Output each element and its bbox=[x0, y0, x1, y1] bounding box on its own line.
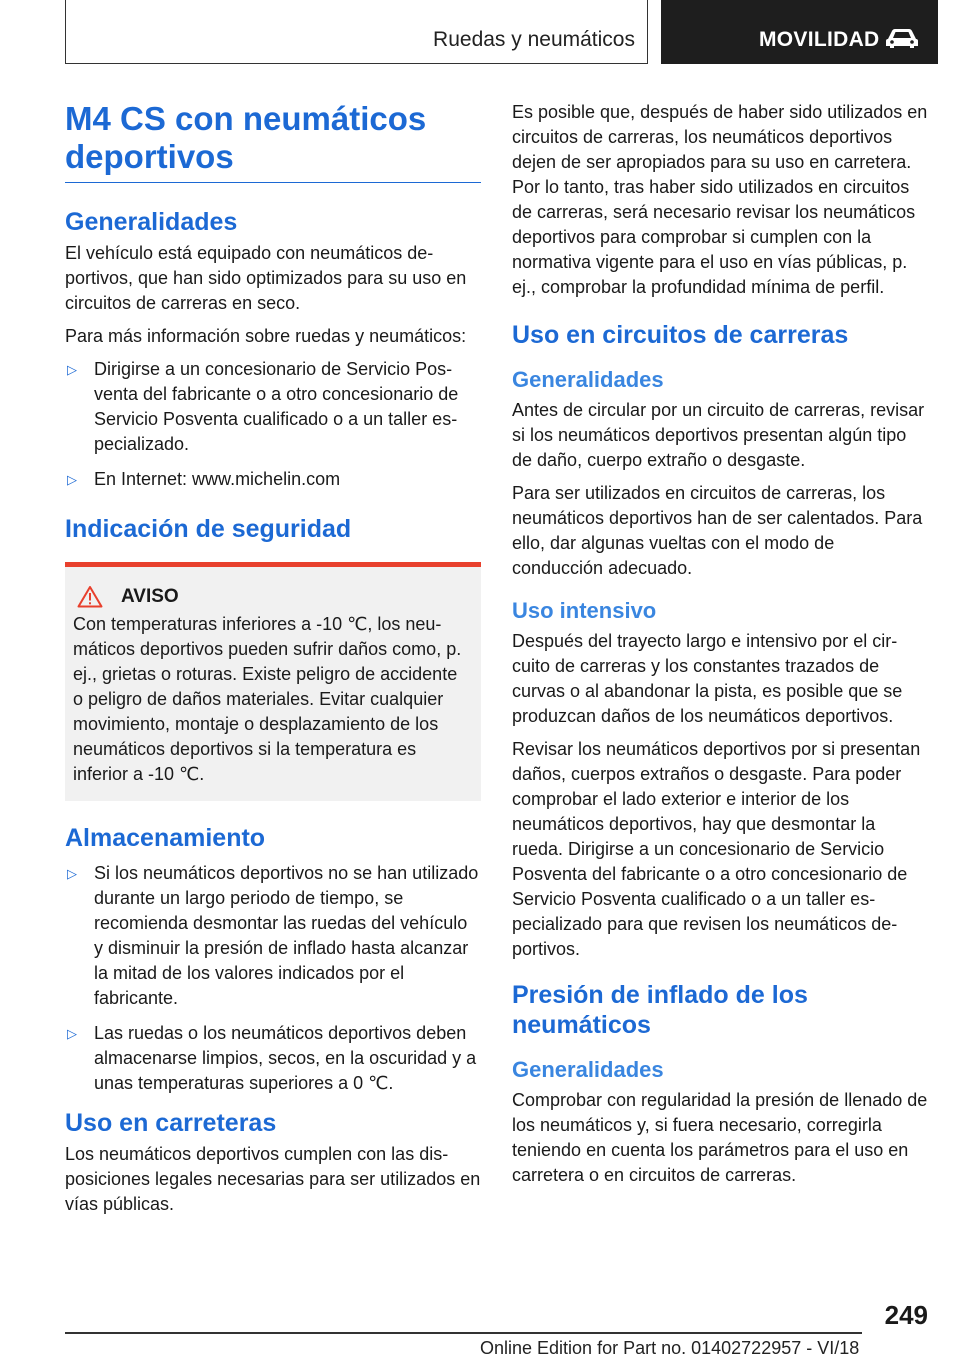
page-title: M4 CS con neumáticos deportivos bbox=[65, 100, 481, 183]
list-item: ▷ Dirigirse a un concesionario de Servicio Posventa del fabricante o a otro concesionario de Servicio Posventa cualificado o a un taller especializado. bbox=[67, 359, 459, 454]
warning-box bbox=[65, 562, 481, 801]
general-list bbox=[65, 357, 481, 492]
warning-label: AVISO bbox=[121, 585, 179, 607]
intensive-paragraph-2: Revisar los neumáticos deportivos por si presentan daños, cuerpos extraños o desgaste. Para poder comprobar el lado exterior e interior de los neumáticos deportivos, hay que desmontar la rueda. Dirigirse a un concesionario de Servicio Posventa del fabricante o a otro concesionario de Servicio Posventa cualificado o a un taller especializado para que revisen los neumáticos deportivos. bbox=[512, 739, 921, 959]
warning-triangle-icon bbox=[77, 585, 103, 608]
safety-heading: Indicación de seguridad bbox=[65, 515, 352, 543]
warning-text: Con temperaturas inferiores a ‑10 ℃, los neumáticos deportivos pueden sufrir daños como, p. ej., grietas o roturas. Existe peligro de accidente o peligro de daños materiales. Evitar cualquier movimiento, montaje o desplazamiento de los neumáticos deportivos si la temperatura es inferior a ‑10 ℃. bbox=[73, 614, 462, 784]
left-column bbox=[65, 100, 481, 1225]
storage-list bbox=[65, 861, 481, 1096]
list-item: ▷ Las ruedas o los neumáticos deportivos deben almacenarse limpios, secos, en la oscuridad y a unas temperaturas superiores a 0 ℃. bbox=[67, 1023, 477, 1093]
footer-divider bbox=[65, 1332, 862, 1334]
header-category-tab bbox=[661, 0, 938, 64]
pressure-paragraph-1: Comprobar con regularidad la presión de llenado de los neumáticos y, si fuera necesario, corregirla teniendo en cuenta los parámetros para el uso en carretera o en circuitos de carreras. bbox=[512, 1090, 928, 1185]
car-icon bbox=[885, 27, 919, 49]
general-paragraph-2: Para más información sobre ruedas y neumáticos: bbox=[65, 326, 467, 346]
triangle-right-icon: ▷ bbox=[67, 1026, 77, 1041]
header-section-tab bbox=[65, 0, 648, 64]
circuit-paragraph-1: Antes de circular por un circuito de carreras, revisar si los neumáticos deportivos presentan algún tipo de daño, cuerpo extraño o desgaste. bbox=[512, 400, 925, 470]
intensive-heading: Uso intensivo bbox=[512, 598, 657, 623]
circuit-general-heading: Generalidades bbox=[512, 367, 664, 392]
list-item: ▷ En Internet: www.michelin.com bbox=[65, 467, 481, 492]
road-paragraph-1: Los neumáticos deportivos cumplen con las disposiciones legales necesarias para ser utilizados en vías públicas. bbox=[65, 1144, 481, 1214]
right-column bbox=[512, 100, 928, 1196]
road-paragraph-2: Es posible que, después de haber sido utilizados en circuitos de carreras, los neumáticos deportivos dejen de ser apropiados para su uso en carretera. Por lo tanto, tras haber sido utilizados en circuitos de carreras, será necesario revisar los neumáticos deportivos para comprobar si cumplen con la normativa vigente para el uso en vías públicas, p. ej., comprobar la profundidad mínima de perfil. bbox=[512, 102, 928, 297]
pressure-general-heading: Generalidades bbox=[512, 1057, 664, 1082]
header-category-label: MOVILIDAD bbox=[759, 28, 880, 51]
pressure-heading: Presión de inflado de los neumáticos bbox=[512, 981, 808, 1039]
triangle-right-icon: ▷ bbox=[67, 866, 77, 881]
circuit-heading: Uso en circuitos de carreras bbox=[512, 321, 849, 349]
list-item: ▷ Si los neumáticos deportivos no se han utilizado durante un largo periodo de tiempo, se recomienda desmontar las ruedas del vehículo y disminuir la presión de inflado hasta alcanzar la mitad de los valores indicados por el fabricante. bbox=[67, 863, 479, 1008]
triangle-right-icon: ▷ bbox=[67, 362, 77, 377]
circuit-paragraph-2: Para ser utilizados en circuitos de carreras, los neumáticos deportivos han de ser calentados. Para ello, dar algunas vueltas con el modo de conducción adecuado. bbox=[512, 483, 923, 578]
general-heading: Generalidades bbox=[65, 208, 238, 236]
road-heading: Uso en carreteras bbox=[65, 1109, 277, 1137]
page-number: 249 bbox=[884, 1300, 928, 1330]
intensive-paragraph-1: Después del trayecto largo e intensivo por el circuito de carreras y los constantes trazados de curvas o al abandonar la pista, es posible que se produzcan daños de los neumáticos deportivos. bbox=[512, 631, 903, 726]
triangle-right-icon: ▷ bbox=[67, 472, 77, 487]
header-section-label: Ruedas y neumáticos bbox=[433, 28, 635, 51]
general-paragraph-1: El vehículo está equipado con neumáticos deportivos, que han sido optimizados para su uso en circuitos de carreras en seco. bbox=[65, 243, 467, 313]
footer-edition: Online Edition for Part no. 01402722957 - VI/18 bbox=[480, 1338, 860, 1358]
storage-heading: Almacenamiento bbox=[65, 824, 266, 852]
